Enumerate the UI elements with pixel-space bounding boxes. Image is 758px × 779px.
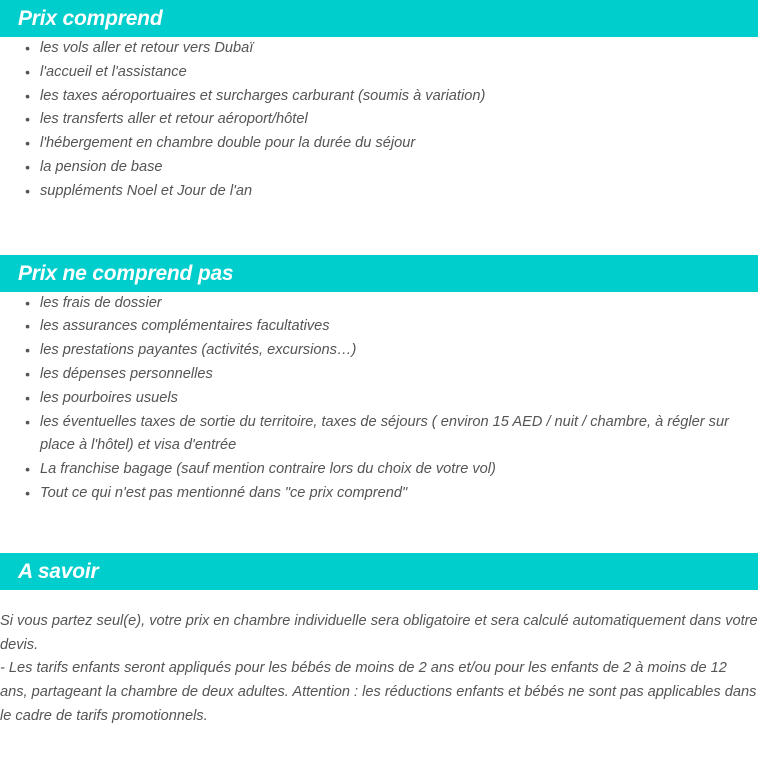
list-item: • les dépenses personnelles [0, 363, 758, 387]
section-spacer [0, 506, 758, 553]
section-header-prix-comprend [0, 0, 758, 37]
list-item: • suppléments Noel et Jour de l'an [0, 180, 758, 204]
list-item: • les vols aller et retour vers Dubaï [0, 37, 758, 61]
list-item: • l'accueil et l'assistance [0, 61, 758, 85]
list-item: • les frais de dossier [0, 292, 758, 316]
section-title: Prix comprend [18, 7, 163, 30]
list-item: • Tout ce qui n'est pas mentionné dans "ce prix comprend" [0, 482, 758, 506]
list-item: • les assurances complémentaires facultatives [0, 315, 758, 339]
list-item: • les transferts aller et retour aéroport/hôtel [0, 108, 758, 132]
section-title: Prix ne comprend pas [18, 261, 234, 285]
list-item: • les éventuelles taxes de sortie du territoire, taxes de séjours ( environ 15 AED / nuit / chambre, à régler sur place à l'hôtel) et visa d'entrée [0, 411, 758, 459]
paragraph: Si vous partez seul(e), votre prix en chambre individuelle sera obligatoire et sera calculé automatiquement dans votre devis. [0, 612, 758, 653]
section-spacer [0, 204, 758, 255]
list-item: • les prestations payantes (activités, excursions…) [0, 339, 758, 363]
list-item: • les taxes aéroportuaires et surcharges carburant (soumis à variation) [0, 85, 758, 109]
list-item: • La franchise bagage (sauf mention contraire lors du choix de votre vol) [0, 458, 758, 482]
list-item: • la pension de base [0, 156, 758, 180]
prose-a-savoir [0, 590, 758, 729]
section-header-prix-ne-comprend-pas [0, 255, 758, 292]
paragraph: - Les tarifs enfants seront appliqués pour les bébés de moins de 2 ans et/ou pour les enfants de 2 à moins de 12 ans, partageant la chambre de deux adultes. Attention : les réductions enfants et bébés ne sont pas applicables dans le cadre de tarifs promotionnels. [0, 660, 757, 724]
list-item: • les pourboires usuels [0, 387, 758, 411]
list-item: • l'hébergement en chambre double pour la durée du séjour [0, 132, 758, 156]
section-title: A savoir [18, 559, 99, 583]
list-prix-ne-comprend-pas [0, 292, 758, 506]
section-header-a-savoir [0, 553, 758, 590]
list-prix-comprend [0, 37, 758, 204]
